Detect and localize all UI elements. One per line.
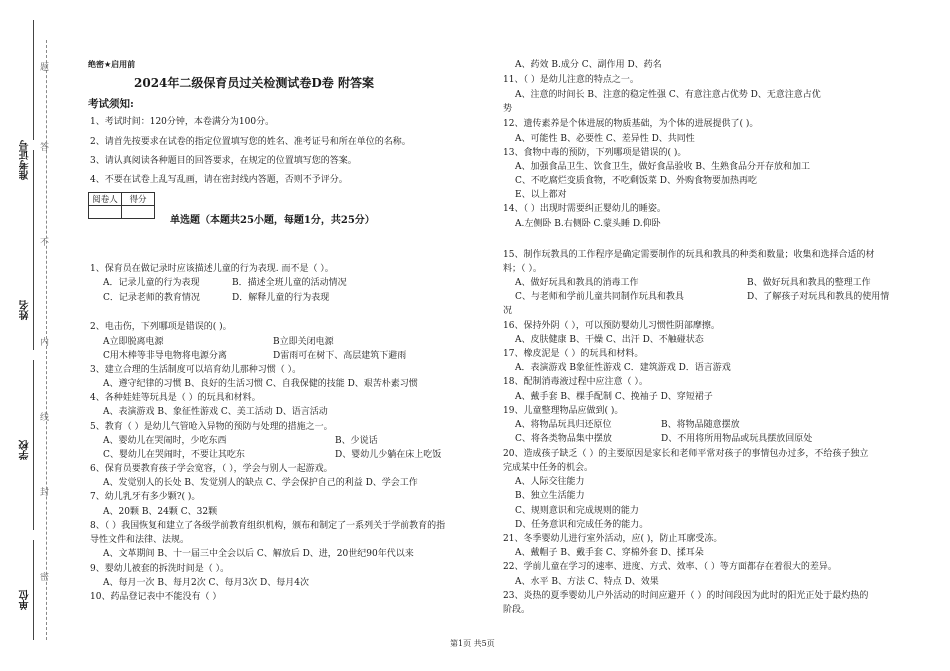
option-line: A、做好玩具和教具的消毒工作 xyxy=(515,278,639,288)
question-line: 20、造成孩子缺乏（ ）的主要原因是家长和老师平常对孩子的事情包办过多，不给孩子独立 xyxy=(503,449,869,459)
question-line: 22、学前儿童在学习的速率、进度、方式、效率、（ ）等方面都存在着很大的差异。 xyxy=(503,562,837,572)
question-line: 1、保育员在做记录时应该描述儿童的行为表现. 而不是（ ）。 xyxy=(90,264,334,274)
question-line: 14、（ ）出现时需要纠正婴幼儿的睡姿。 xyxy=(503,204,666,214)
option-line: D、任务意识和完成任务的能力。 xyxy=(515,520,649,530)
sidebar-label-unit: 单位 xyxy=(20,590,31,610)
option-line: D、婴幼儿少躺在床上吃饭 xyxy=(335,450,442,460)
seal-blank-line xyxy=(33,360,34,530)
question-line: 导性文件和法律、法规。 xyxy=(90,535,190,545)
question-line: 8、（ ）我国恢复和建立了各级学前教育组织机构，颁布和制定了一系列关于学前教育的指 xyxy=(90,521,446,531)
question-line: 3、建立合理的生活制度可以培育幼儿那种习惯（ ）。 xyxy=(90,365,302,375)
sidebar-label-name: 姓名 xyxy=(20,300,31,320)
question-line: 13、食物中毒的预防，下列哪项是错误的( )。 xyxy=(503,148,687,158)
option-line: 势 xyxy=(503,104,513,114)
sidebar-label-exam-id: 准考证号 xyxy=(20,140,31,180)
score-table-score-blank[interactable] xyxy=(122,206,155,219)
question-line: 21、冬季婴幼儿进行室外活动，应( )，防止耳廓受冻。 xyxy=(503,534,723,544)
option-line: A、将物品玩具归还原位 xyxy=(515,420,612,430)
seal-blank-line xyxy=(33,540,34,640)
option-line: C、婴幼儿在哭闹时，不要让其吃东 xyxy=(103,450,245,460)
option-line: D、不用将所用物品或玩具摆放回原处 xyxy=(661,434,813,444)
seal-mark: 题 xyxy=(40,63,50,73)
notice-item: 3、请认真阅读各种题目的回答要求，在规定的位置填写您的答案。 xyxy=(90,156,357,166)
option-line: C、将各类物品集中摆放 xyxy=(515,434,612,444)
question-line: 4、各种娃娃等玩具是（ ）的玩具和材料。 xyxy=(90,393,261,403)
seal-blank-line xyxy=(33,20,34,140)
option-line: A、文革期间 B、十一届三中全会以后 C、解放后 D、进，20世纪90年代以来 xyxy=(103,549,414,559)
option-line: B、将物品随意摆放 xyxy=(661,420,740,430)
option-line: A、注意的时间长 B、注意的稳定性强 C、有意注意占优势 D、无意注意占优 xyxy=(515,90,821,100)
option-line: A、加强食品卫生、饮食卫生，做好食品验收 B、生熟食品分开存放和加工 xyxy=(515,162,810,172)
score-table-grader: 阅卷人 xyxy=(89,193,122,206)
option-line: C用木棒等非导电物将电源分离 xyxy=(103,351,227,361)
question-line: 6、保育员要教育孩子学会宽容，（ ），学会与别人一起游戏。 xyxy=(90,464,333,474)
page-number: 第1页 共5页 xyxy=(450,639,495,648)
option-line: A、人际交往能力 xyxy=(515,477,585,487)
question-line: 19、儿童整理物品应做到( )。 xyxy=(503,406,624,416)
option-line: A、每月一次 B、每月2次 C、每月3次 D、每月4次 xyxy=(103,578,309,588)
sidebar-label-school: 学校 xyxy=(20,440,31,460)
question-line: 12、遗传素养是个体进展的物质基础，为个体的进展提供了( )。 xyxy=(503,119,759,129)
option-line: B．描述全班儿童的活动情况 xyxy=(232,278,347,288)
option-line: A、婴幼儿在哭闹时，少吃东西 xyxy=(103,436,227,446)
question-line: 10、药品登记表中不能没有（ ） xyxy=(90,592,222,602)
page-title: 2024年二级保育员过关检测试卷D卷 附答案 xyxy=(134,76,374,90)
question-line: 9、婴幼儿被套的拆洗时间是（ ）。 xyxy=(90,564,230,574)
option-line: 况 xyxy=(503,306,513,316)
score-table-grader-blank[interactable] xyxy=(89,206,122,219)
seal-mark: 线 xyxy=(40,413,50,423)
option-line: A、20颗 B、24颗 C、32颗 xyxy=(103,507,218,517)
option-line: B、少说话 xyxy=(335,436,378,446)
option-line: A、皮肤健康 B、干燥 C、出汗 D、不触碰状态 xyxy=(515,335,704,345)
question-line: 17、橡皮泥是（ ）的玩具和材料。 xyxy=(503,349,644,359)
seal-mark: 内 xyxy=(40,338,50,348)
option-line: A、水平 B、方法 C、特点 D、效果 xyxy=(515,577,659,587)
notice-item: 4、不要在试卷上乱写乱画，请在密封线内答题，否则不予评分。 xyxy=(90,175,348,185)
option-line: A、表演游戏 B、象征性游戏 C、美工活动 D、语言活动 xyxy=(103,407,328,417)
option-line: A、药效 B.成分 C、副作用 D、药名 xyxy=(515,60,662,70)
option-line: A、戴手套 B、棵手配制 C、挽袖子 D、穿短裙子 xyxy=(515,392,713,402)
question-line: 16、保持外阴（ ），可以预防婴幼儿习惯性阴部摩擦。 xyxy=(503,321,720,331)
option-line: C、规则意识和完成规则的能力 xyxy=(515,506,639,516)
option-line: D、了解孩子对玩具和教具的使用情 xyxy=(747,292,890,302)
option-line: C、不吃腐烂变质食物，不吃剩饭菜 D、外购食物要加热再吃 xyxy=(515,176,757,186)
question-line: 15、制作玩教具的工作程序是确定需要制作的玩具和教具的种类和数量；收集和选择合适的材 xyxy=(503,250,875,260)
option-line: B立即关闭电源 xyxy=(273,337,334,347)
section-title: 单选题（本题共25小题，每题1分，共25分） xyxy=(170,215,375,226)
option-line: A、遵守纪律的习惯 B、良好的生活习惯 C、自我保健的技能 D、艰苦朴素习惯 xyxy=(103,379,418,389)
seal-mark: 不 xyxy=(40,238,50,248)
option-line: A、戴帽子 B、戴手套 C、穿棉外套 D、揉耳朵 xyxy=(515,548,704,558)
score-table xyxy=(88,192,155,219)
question-line: 11、（ ）是幼儿注意的特点之一。 xyxy=(503,75,639,85)
question-line: 料；（ ）。 xyxy=(503,264,542,274)
question-line: 18、配制消毒液过程中应注意（ ）。 xyxy=(503,377,648,387)
question-line: 阶段。 xyxy=(503,605,531,615)
question-line: 5、教育（ ）是幼儿气管呛入异物的预防与处理的措施之一。 xyxy=(90,422,333,432)
seal-mark: 答 xyxy=(40,143,50,153)
option-line: D．解释儿童的行为表现 xyxy=(232,293,330,303)
notice-item: 1、考试时间：120分钟，本卷满分为100分。 xyxy=(90,117,275,127)
seal-mark: 密 xyxy=(40,573,50,583)
seal-mark: 封 xyxy=(40,488,50,498)
notice-heading: 考试须知: xyxy=(88,98,134,110)
notice-item: 2、请首先按要求在试卷的指定位置填写您的姓名、准考证号和所在单位的名称。 xyxy=(90,137,411,147)
score-table-score: 得分 xyxy=(122,193,155,206)
option-line: C、与老师和学前儿童共同制作玩具和教具 xyxy=(515,292,684,302)
option-line: D雷雨可在树下、高层建筑下避雨 xyxy=(273,351,407,361)
option-line: A．表演游戏 B象征性游戏 C．建筑游戏 D．语言游戏 xyxy=(515,363,731,373)
question-line: 2、电击伤，下列哪项是错误的( )。 xyxy=(90,322,232,332)
option-line: A立即脱离电源 xyxy=(103,337,164,347)
option-line: B、做好玩具和教具的整理工作 xyxy=(747,278,871,288)
seal-blank-line xyxy=(33,150,34,350)
option-line: A、可能性 B、必要性 C、差异性 D、共同性 xyxy=(515,134,695,144)
question-line: 7、幼儿乳牙有多少颗?( )。 xyxy=(90,492,201,502)
option-line: B、独立生活能力 xyxy=(515,491,585,501)
option-line: C．记录老师的教育情况 xyxy=(103,293,200,303)
option-line: A.左侧卧 B.右侧卧 C.蒙头睡 D.仰卧 xyxy=(515,219,661,229)
option-line: E、以上都对 xyxy=(515,190,567,200)
question-line: 完成某中任务的机会。 xyxy=(503,463,594,473)
option-line: A．记录儿童的行为表现 xyxy=(103,278,200,288)
question-line: 23、炎热的夏季婴幼儿户外活动的时间应避开（ ）的时间段因为此时的阳光正处于最灼热的 xyxy=(503,591,869,601)
secret-label: 绝密★启用前 xyxy=(88,60,136,69)
option-line: A、发觉别人的长处 B、发觉别人的缺点 C、学会保护自己的利益 D、学会工作 xyxy=(103,478,418,488)
